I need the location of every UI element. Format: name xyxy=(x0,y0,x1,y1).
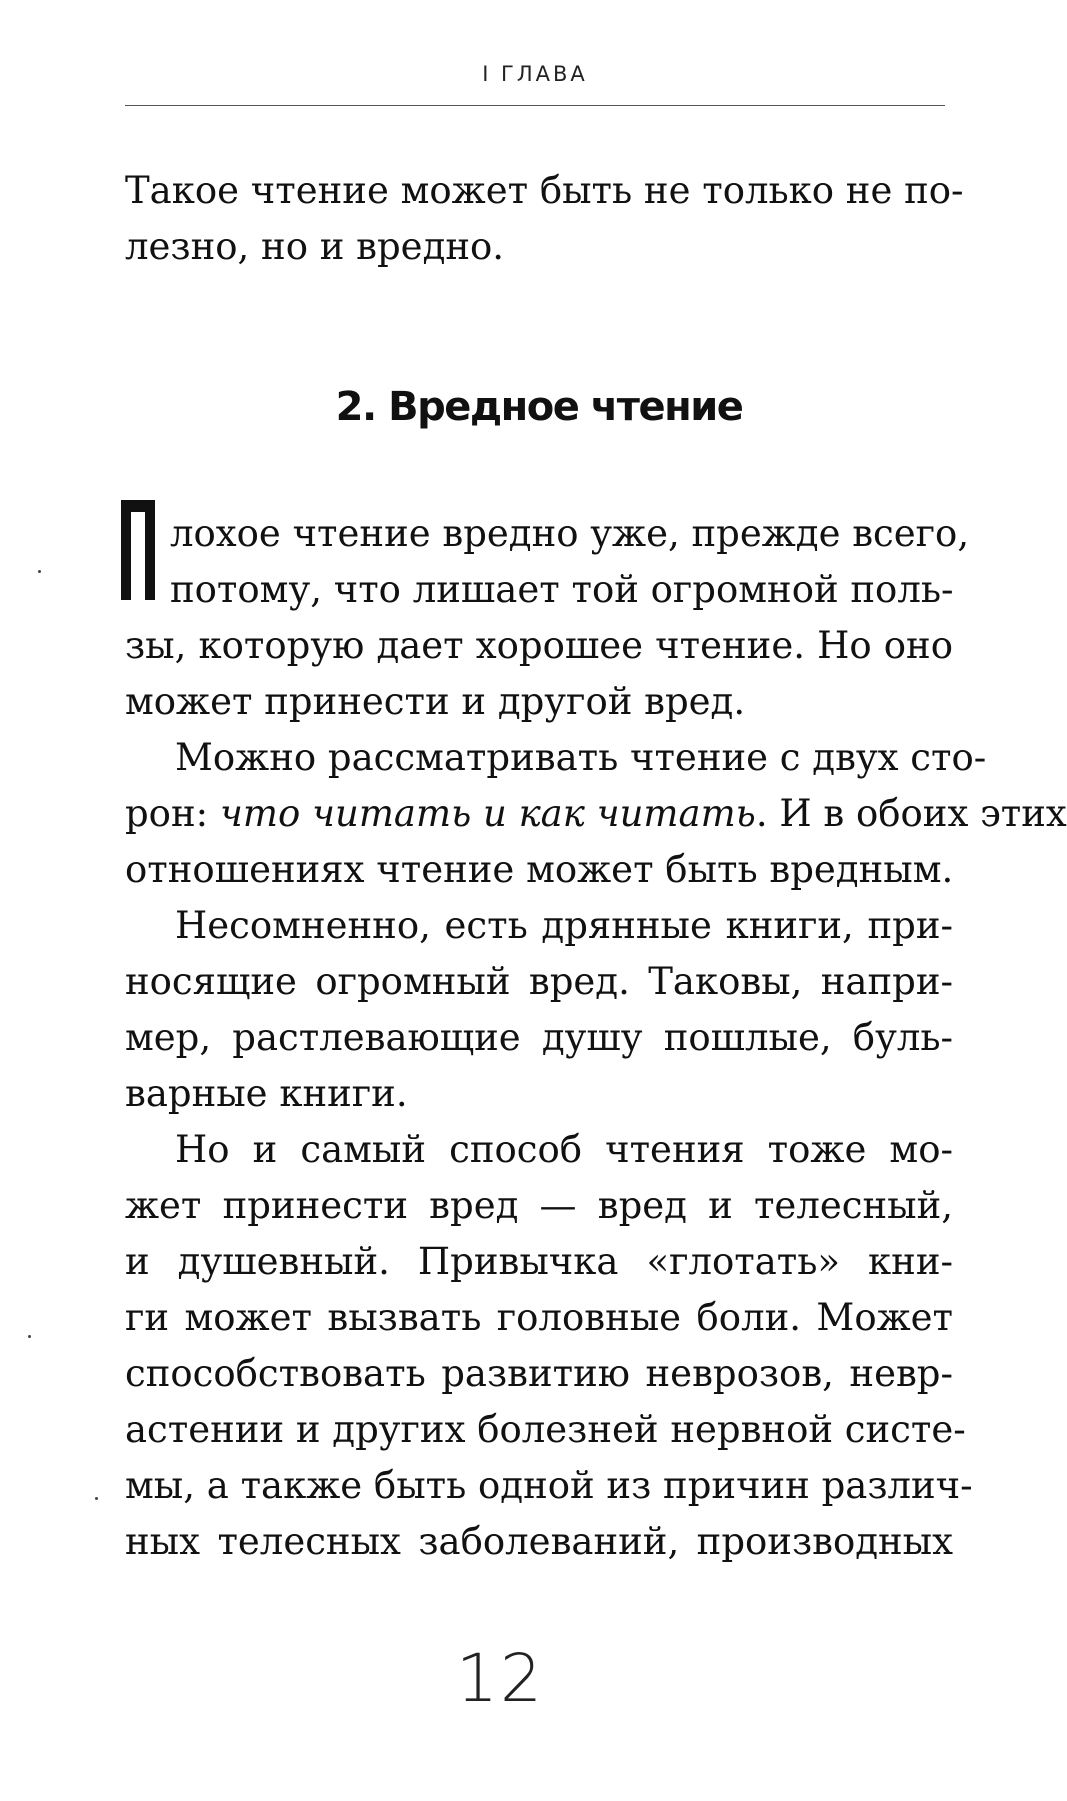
paragraph-4 xyxy=(125,1122,973,1570)
paragraph-2 xyxy=(125,730,1067,898)
running-head: I ГЛАВА xyxy=(482,62,588,86)
text-line: носящие огромный вред. Таковы, напри- xyxy=(125,960,953,1003)
text-line-with-italic xyxy=(125,786,1067,842)
header-rule xyxy=(125,105,945,106)
text-line: мер, растлевающие душу пошлые, буль- xyxy=(125,1016,953,1059)
scan-speck xyxy=(38,570,41,573)
text-line: Но и самый способ чтения тоже мо- xyxy=(175,1128,953,1171)
text-fragment: . И в обоих этих xyxy=(755,792,1067,835)
text-line: мы, а также быть одной из причин различ- xyxy=(125,1464,973,1507)
text-line: потому, что лишает той огромной поль- xyxy=(170,568,954,611)
text-line: зы, которую дает хорошее чтение. Но оно xyxy=(125,624,953,667)
intro-paragraph xyxy=(125,163,964,275)
text-line: ги может вызвать головные боли. Может xyxy=(125,1296,953,1339)
text-line: лезно, но и вредно. xyxy=(125,225,505,268)
text-line: варные книги. xyxy=(125,1072,408,1115)
text-line: лохое чтение вредно уже, прежде всего, xyxy=(170,512,970,555)
paragraph-3 xyxy=(125,898,953,1122)
scan-speck xyxy=(28,1335,31,1338)
text-line: отношениях чтение может быть вредным. xyxy=(125,848,954,891)
page-number: 12 xyxy=(456,1640,544,1717)
text-line: способствовать развитию неврозов, невр- xyxy=(125,1352,953,1395)
section-body xyxy=(125,506,1067,1570)
text-fragment: рон: xyxy=(125,792,220,835)
paragraph-1 xyxy=(125,506,970,730)
text-line: может принести и другой вред. xyxy=(125,680,746,723)
text-line: и душевный. Привычка «глотать» кни- xyxy=(125,1240,953,1283)
section-title: 2. Вредное чтение xyxy=(335,384,743,430)
scan-speck xyxy=(95,1497,98,1500)
text-line: ных телесных заболеваний, производных xyxy=(125,1520,953,1563)
text-line: астении и других болезней нервной систе- xyxy=(125,1408,966,1451)
text-line: жет принести вред — вред и телесный, xyxy=(125,1184,953,1227)
text-line: Можно рассматривать чтение с двух сто- xyxy=(175,736,987,779)
italic-phrase: что читать и как читать xyxy=(219,792,756,835)
text-line: Такое чтение может быть не только не по- xyxy=(125,169,964,212)
text-line: Несомненно, есть дрянные книги, при- xyxy=(175,904,953,947)
